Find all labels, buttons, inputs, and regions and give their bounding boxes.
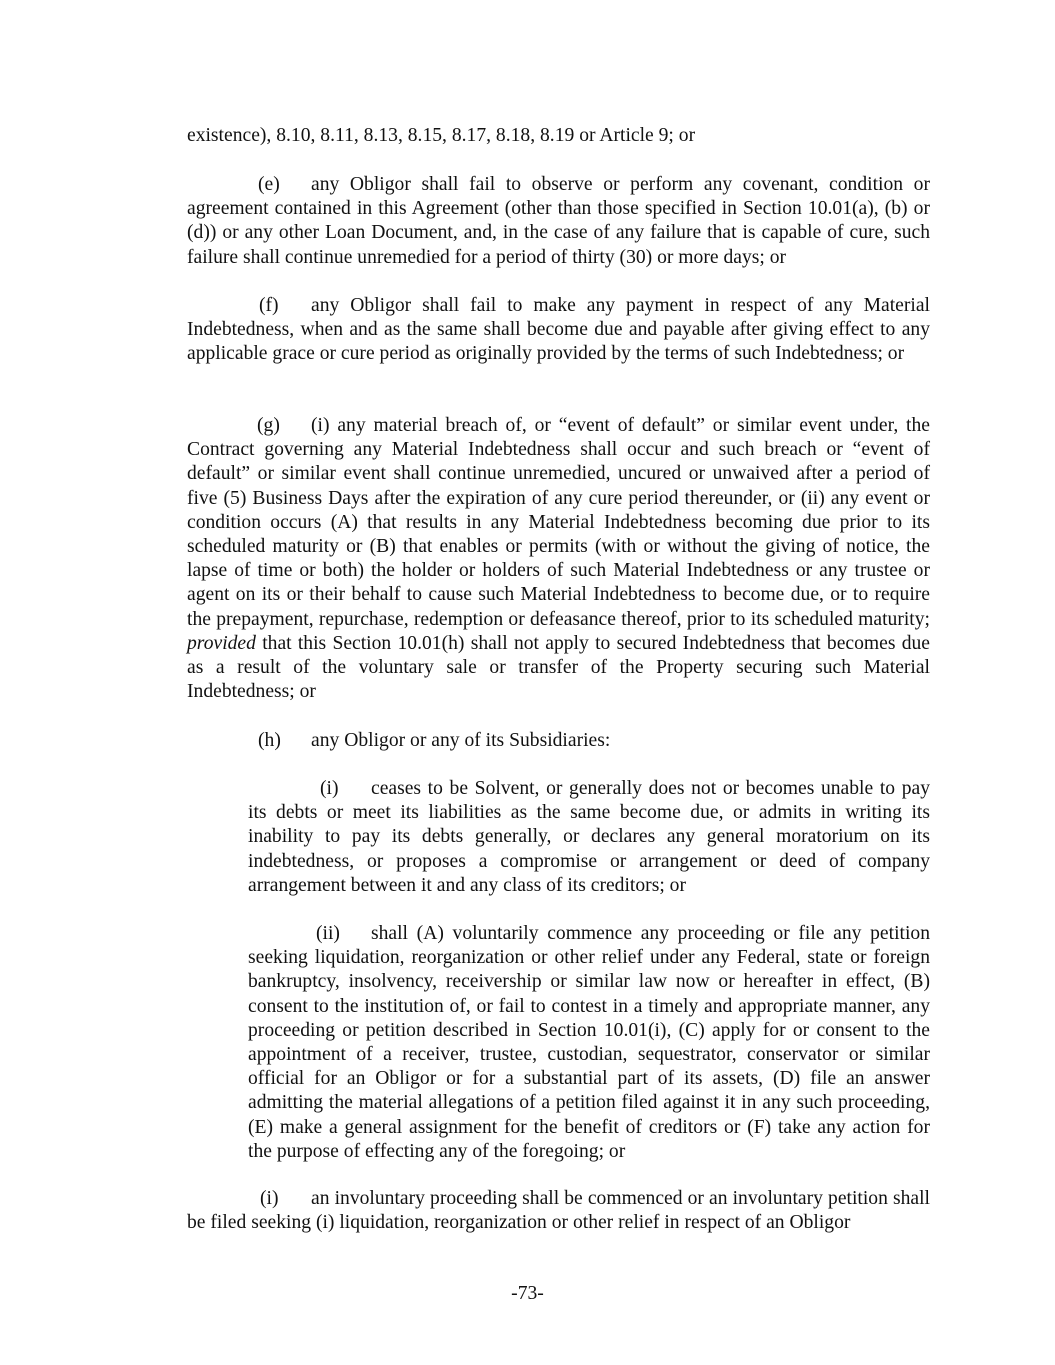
clause-label-i: (i) xyxy=(260,1188,279,1209)
clause-text-h-i: ceases to be Solvent, or generally does not or becomes unable to pay its debts or meet its liabilities as the same become due, or admits in writing its inability to pay its debts generally, or declares any general moratorium on its indebtedness, or proposes a compromise or arrangement or deed of company arrangement between it and any class of its creditors; or xyxy=(248,778,930,896)
clause-text-f: any Obligor shall fail to make any payment in respect of any Material Indebtedness, when and as the same shall become due and payable after giving effect to any applicable grace or cure period as originally provided by the terms of such Indebtedness; or xyxy=(187,295,930,365)
clause-text-g-part2: that this Section 10.01(h) shall not apply to secured Indebtedness that becomes due as a result of the voluntary sale or transfer of the Property securing such Material Indebtedness; or xyxy=(187,632,931,703)
clause-text-e: any Obligor shall fail to observe or perform any covenant, condition or agreement contained in this Agreement (other than those specified in Section 10.01(a), (b) or (d)) or any other Loan Document, and, in the case of any failure that is capable of cure, such failure shall continue unremedied for a period of thirty (30) or more days; or xyxy=(187,174,930,268)
page-number: -73- xyxy=(511,1283,544,1304)
paragraph-h xyxy=(187,729,930,753)
paragraph-continuation xyxy=(187,124,930,148)
paragraph-h-ii xyxy=(248,922,930,1164)
clause-label-h: (h) xyxy=(258,730,281,751)
paragraph-e xyxy=(187,173,930,270)
clause-label-g: (g) xyxy=(257,415,280,436)
paragraph-g xyxy=(187,414,930,704)
clause-text-g-provided: provided xyxy=(187,632,256,654)
paragraph-h-i xyxy=(248,777,930,898)
clause-label-f: (f) xyxy=(259,295,279,316)
clause-text-h: any Obligor or any of its Subsidiaries: xyxy=(311,730,611,751)
clause-text-g-part1: (i) any material breach of, or “event of default” or similar event under, the Contract governing any Material Indebtedness shall occur and such breach or “event of default” or similar event shall continue unremedied, uncured or unwaived after a period of five (5) Business Days after the expiration of any cure period thereunder, or (ii) any event or condition occurs (A) that results in any Material Indebtedness becoming due prior to its scheduled maturity or (B) that enables or permits (with or without the giving of notice, the lapse of time or both) the holder or holders of such Material Indebtedness or any trustee or agent on its or their behalf to cause such Material Indebtedness to become due, or to require the prepayment, repurchase, redemption or defeasance thereof, prior to its scheduled maturity; xyxy=(187,415,930,630)
clause-text-i: an involuntary proceeding shall be commenced or an involuntary petition shall be filed seeking (i) liquidation, reorganization or other relief in respect of an Obligor xyxy=(187,1188,930,1234)
clause-text-h-ii: shall (A) voluntarily commence any proceeding or file any petition seeking liquidation, reorganization or other relief under any Federal, state or foreign bankruptcy, insolvency, receivership or similar law now or hereafter in effect, (B) consent to the institution of, or fail to contest in a timely and appropriate manner, any proceeding or petition described in Section 10.01(i), (C) apply for or consent to the appointment of a receiver, trustee, custodian, sequestrator, conservator or similar official for an Obligor or for a substantial part of its assets, (D) file an answer admitting the material allegations of a petition filed against it in any such proceeding, (E) make a general assignment for the benefit of creditors or (F) take any action for the purpose of effecting any of the foregoing; or xyxy=(248,923,930,1162)
clause-label-h-ii: (ii) xyxy=(316,923,340,944)
paragraph-continuation-text: existence), 8.10, 8.11, 8.13, 8.15, 8.17, 8.18, 8.19 or Article 9; or xyxy=(187,125,696,146)
clause-label-e: (e) xyxy=(258,174,280,195)
clause-label-h-i: (i) xyxy=(320,778,339,799)
paragraph-f xyxy=(187,294,930,367)
paragraph-i xyxy=(187,1187,930,1235)
